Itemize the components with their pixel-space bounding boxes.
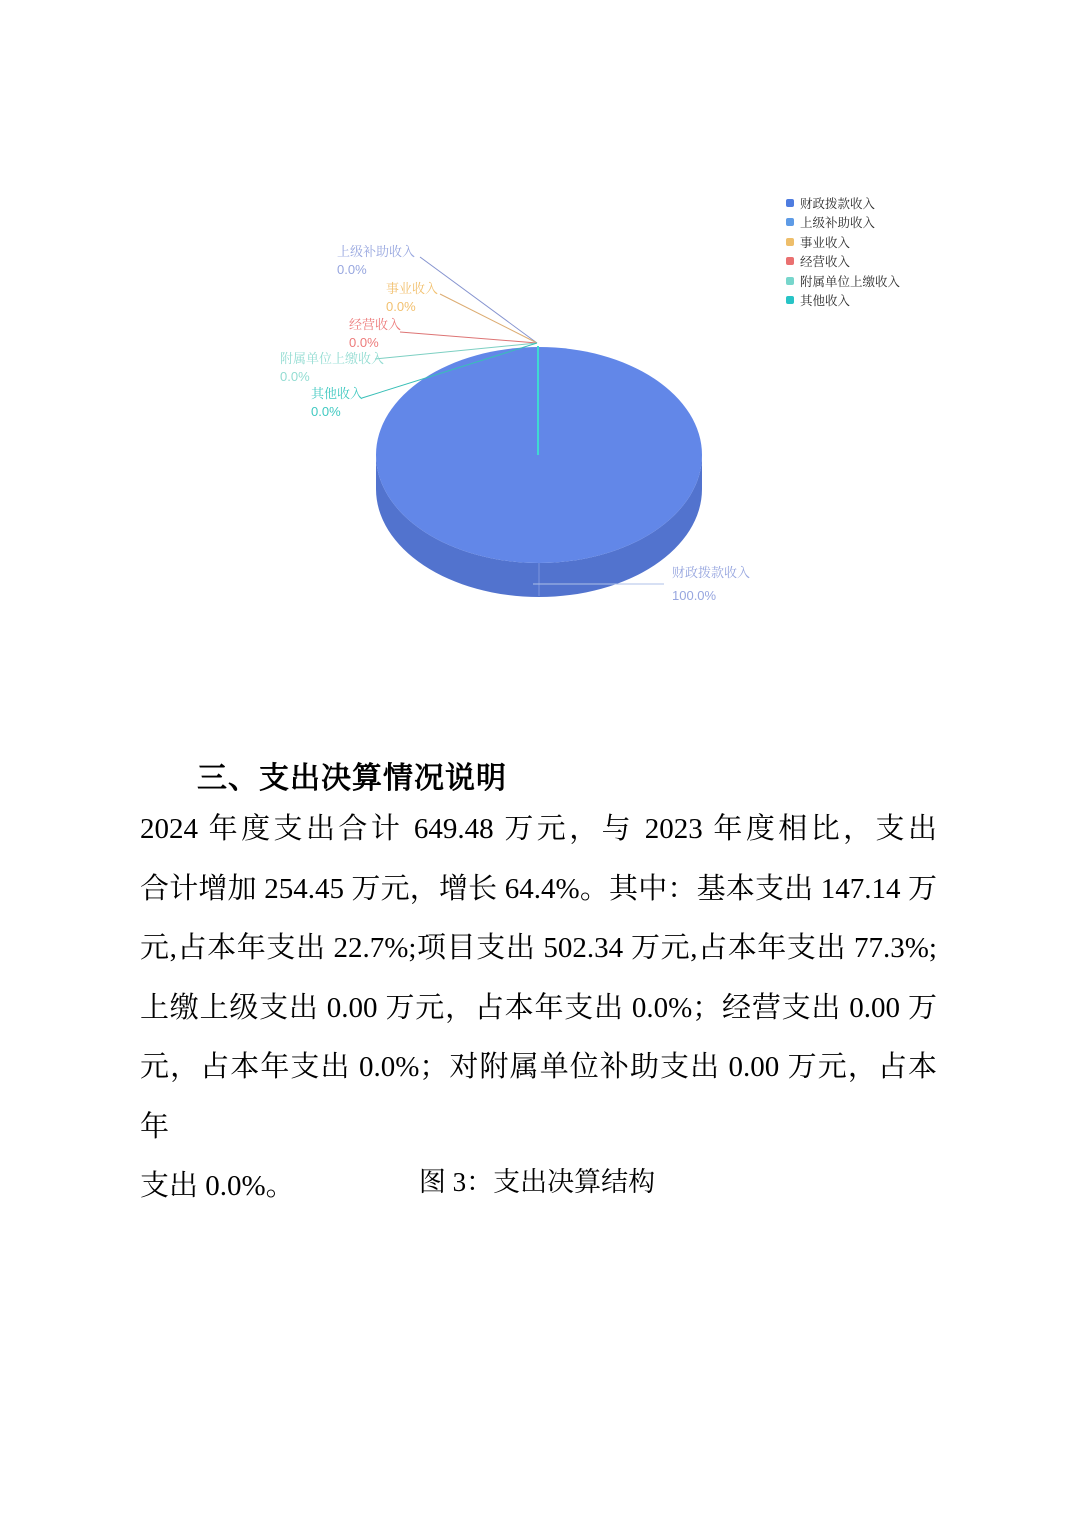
legend-label: 上级补助收入	[800, 216, 876, 231]
leader-line-shiye	[440, 294, 537, 343]
paragraph-line: 支出 0.0%。	[140, 1170, 295, 1202]
callout-caizhengbokuan	[672, 561, 750, 607]
paragraph-line: 2024 年度支出合计 649.48 万元，与 2023 年度相比，支出	[140, 813, 937, 845]
callout-label: 附属单位上缴收入	[280, 351, 385, 366]
legend-item-shangjibuzhu	[786, 213, 900, 233]
pie-3d-chart	[0, 0, 1074, 700]
callout-percent: 0.0%	[386, 299, 416, 314]
legend-swatch-icon	[786, 199, 794, 207]
legend-label: 其他收入	[800, 294, 851, 309]
legend-item-shiyeshouru	[786, 232, 900, 252]
paragraph-line: 元，占本年支出 0.0%；对附属单位补助支出 0.00 万元，占本年	[140, 1051, 937, 1143]
callout-label: 上级补助收入	[337, 244, 416, 259]
callout-percent: 0.0%	[280, 369, 310, 384]
callout-label: 财政拨款收入	[672, 565, 751, 580]
callout-percent: 0.0%	[337, 262, 367, 277]
legend-item-fushudanwei	[786, 271, 900, 291]
legend-swatch-icon	[786, 218, 794, 226]
legend-label: 经营收入	[800, 255, 851, 270]
legend-item-jingyingshouru	[786, 252, 900, 272]
callout-label: 经营收入	[349, 317, 402, 332]
paragraph-line: 元,占本年支出 22.7%;项目支出 502.34 万元,占本年支出 77.3%;	[140, 932, 937, 964]
body-paragraph	[140, 800, 937, 1217]
callout-jingyingshouru	[349, 316, 401, 352]
callout-percent: 0.0%	[311, 404, 341, 419]
legend-label: 附属单位上缴收入	[800, 274, 901, 289]
legend-swatch-icon	[786, 277, 794, 285]
income-structure-pie-figure	[0, 0, 1074, 700]
legend-swatch-icon	[786, 257, 794, 265]
callout-qitashouru	[311, 385, 363, 421]
legend-label: 事业收入	[800, 235, 851, 250]
legend-item-caizhengbokuan	[786, 193, 900, 213]
section-heading: 三、支出决算情况说明	[197, 762, 507, 795]
legend-swatch-icon	[786, 296, 794, 304]
callout-label: 其他收入	[311, 386, 364, 401]
callout-percent: 100.0%	[672, 588, 717, 603]
callout-fushudanwei	[280, 350, 384, 386]
callout-shiyeshouru	[386, 280, 438, 316]
leader-line-jingying	[400, 332, 537, 343]
paragraph-line: 上缴上级支出 0.00 万元，占本年支出 0.0%；经营支出 0.00 万	[140, 991, 937, 1024]
legend-swatch-icon	[786, 238, 794, 246]
legend-label: 财政拨款收入	[800, 196, 876, 211]
figure-caption: 图 3：支出决算结构	[418, 1167, 656, 1197]
callout-label: 事业收入	[386, 281, 439, 296]
callout-shangjibuzhu	[337, 243, 415, 279]
callout-percent: 0.0%	[349, 335, 379, 350]
paragraph-line: 合计增加 254.45 万元，增长 64.4%。其中：基本支出 147.14 万	[140, 872, 937, 905]
legend-item-qitashouru	[786, 291, 900, 311]
chart-legend	[786, 193, 900, 310]
